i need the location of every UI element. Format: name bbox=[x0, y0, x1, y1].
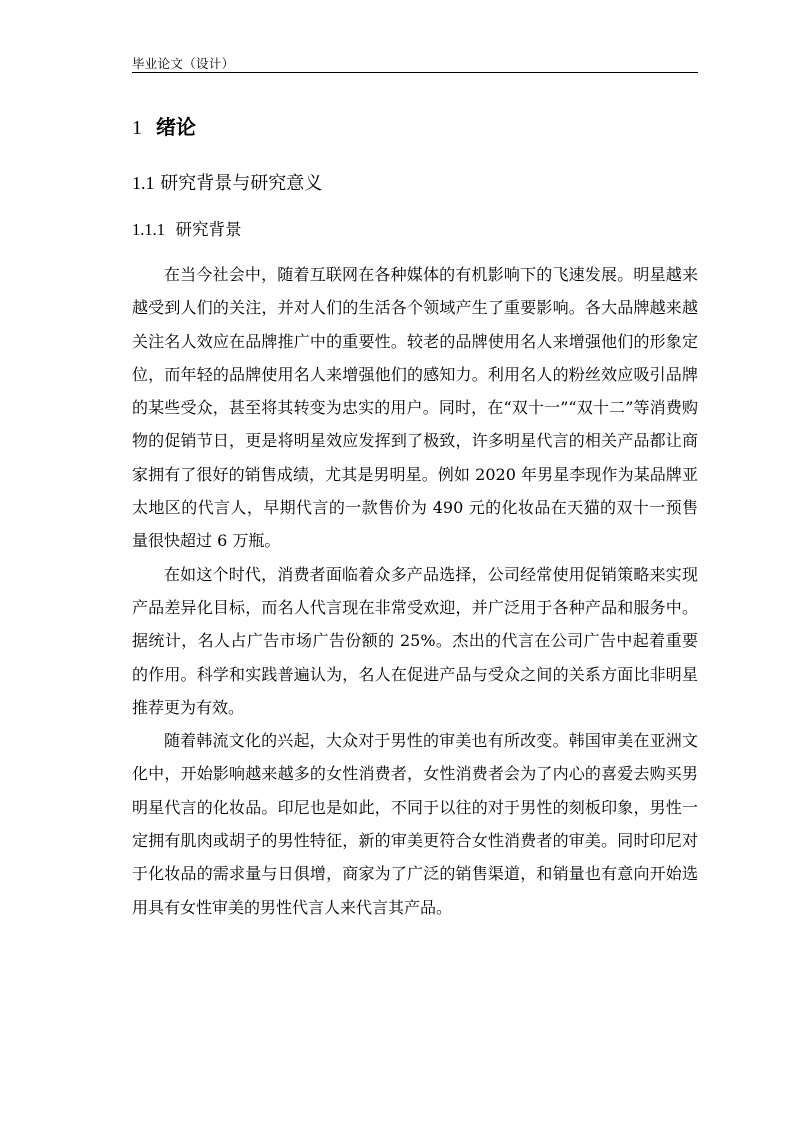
paragraph-2: 在如这个时代，消费者面临着众多产品选择，公司经常使用促销策略来实现产品差异化目标，而名人代言现在非常受欢迎，并广泛用于各种产品和服务中。据统计，名人占广告市场广告份额的 25%。杰出的代言在公司广告中起着重要的作用。科学和实践普遍认为，名人在促进产品与受众之间的关系方面比非明星推荐更为有效。 bbox=[132, 564, 698, 717]
section-number: 1.1 bbox=[132, 173, 155, 193]
running-header: 毕业论文（设计） bbox=[132, 56, 235, 71]
chapter-heading bbox=[132, 111, 196, 140]
body-text bbox=[132, 258, 698, 924]
section-heading bbox=[132, 169, 322, 195]
subsection-title: 研究背景 bbox=[175, 220, 242, 239]
chapter-title: 绪论 bbox=[155, 115, 196, 139]
subsection-number: 1.1.1 bbox=[132, 220, 165, 239]
chapter-number: 1 bbox=[132, 117, 142, 139]
paragraph-1: 在当今社会中，随着互联网在各种媒体的有机影响下的飞速发展。明星越来越受到人们的关注，并对人们的生活各个领域产生了重要影响。各大品牌越来越关注名人效应在品牌推广中的重要性。较老的品牌使用名人来增强他们的形象定位，而年轻的品牌使用名人来增强他们的感知力。利用名人的粉丝效应吸引品牌的某些受众，甚至将其转变为忠实的用户。同时，在“双十一”“双十二”等消费购物的促销节日，更是将明星效应发挥到了极致，许多明星代言的相关产品都让商家拥有了很好的销售成绩，尤其是男明星。例如 2020 年男星李现作为某品牌亚太地区的代言人，早期代言的一款售价为 490 元的化妆品在天猫的双十一预售量很快超过 6 万瓶。 bbox=[132, 265, 698, 551]
section-title: 研究背景与研究意义 bbox=[160, 173, 323, 194]
paragraph-3: 随着韩流文化的兴起，大众对于男性的审美也有所改变。韩国审美在亚洲文化中，开始影响越来越多的女性消费者，女性消费者会为了内心的喜爱去购买男明星代言的化妆品。印尼也是如此，不同于以往的对于男性的刻板印象，男性一定拥有肌肉或胡子的男性特征，新的审美更符合女性消费者的审美。同时印尼对于化妆品的需求量与日俱增，商家为了广泛的销售渠道，和销量也有意向开始选用具有女性审美的男性代言人来代言其产品。 bbox=[132, 731, 698, 917]
header-divider bbox=[132, 72, 698, 73]
subsection-heading bbox=[132, 216, 242, 240]
